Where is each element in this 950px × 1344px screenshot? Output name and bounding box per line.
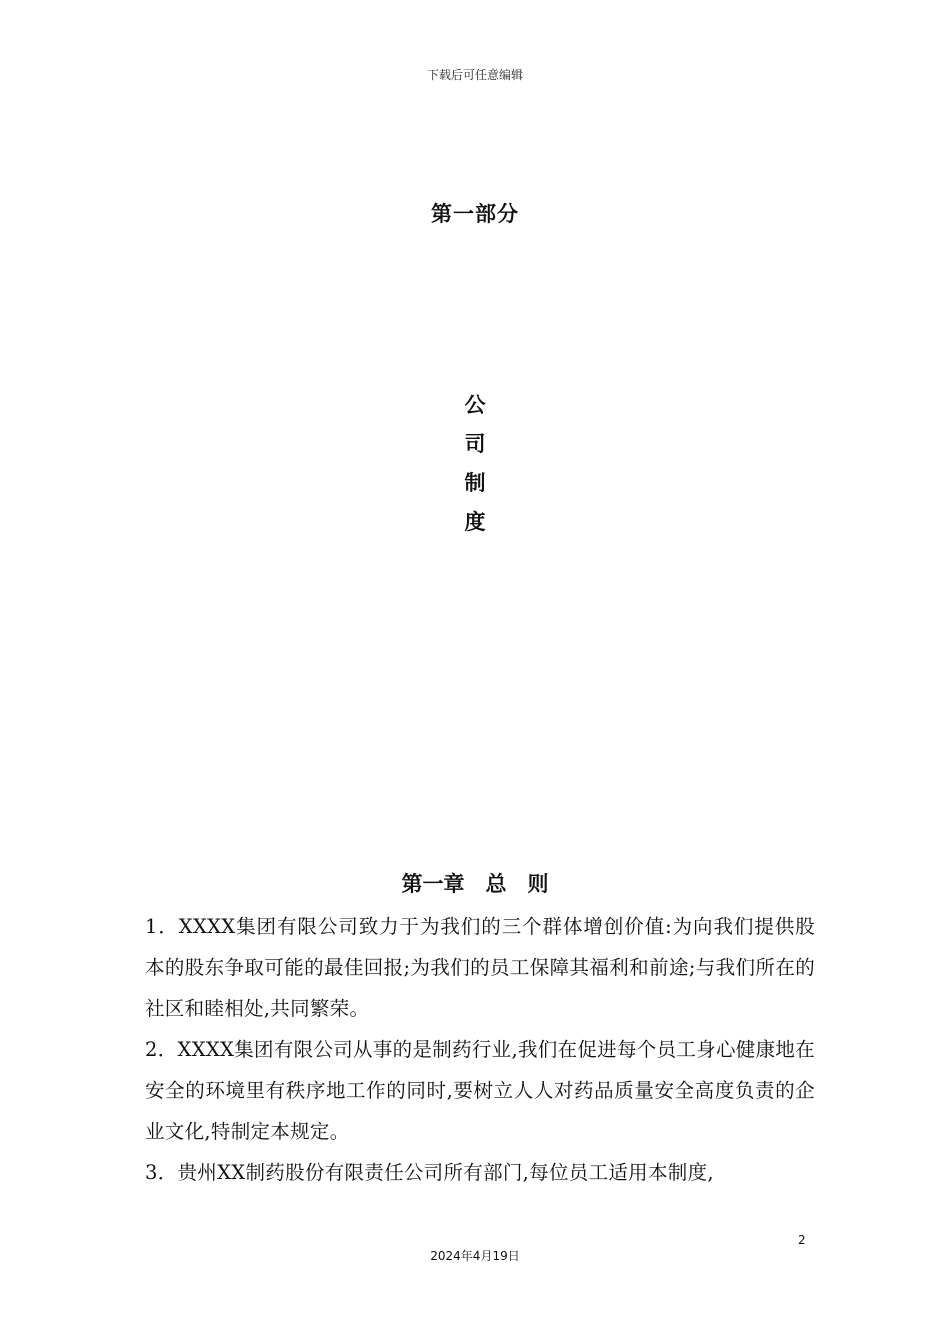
page-number: 2 bbox=[798, 1233, 806, 1247]
chapter-title: 第一章 总 则 bbox=[401, 872, 549, 896]
paragraph-2: 2．XXXX集团有限公司从事的是制药行业,我们在促进每个员工身心健康地在安全的环境里有秩序地工作的同时,要树立人人对药品质量安全高度负责的企业文化,特制定本规定。 bbox=[145, 1038, 815, 1143]
header-note: 下载后可任意编辑 bbox=[426, 68, 523, 82]
chapter-body bbox=[145, 906, 815, 1193]
vertical-title-char: 公 bbox=[464, 393, 486, 417]
part-title: 第一部分 bbox=[431, 202, 519, 226]
vertical-title-char: 度 bbox=[464, 510, 486, 534]
footer-date: 2024年4月19日 bbox=[430, 1249, 520, 1263]
vertical-title-char: 制 bbox=[464, 471, 486, 495]
vertical-title bbox=[0, 386, 950, 542]
paragraph-1: 1．XXXX集团有限公司致力于为我们的三个群体增创价值:为向我们提供股本的股东争取可能的最佳回报;为我们的员工保障其福利和前途;与我们所在的社区和睦相处,共同繁荣。 bbox=[145, 915, 815, 1020]
paragraph-3: 3．贵州XX制药股份有限责任公司所有部门,每位员工适用本制度, bbox=[145, 1161, 714, 1184]
vertical-title-char: 司 bbox=[464, 432, 486, 456]
